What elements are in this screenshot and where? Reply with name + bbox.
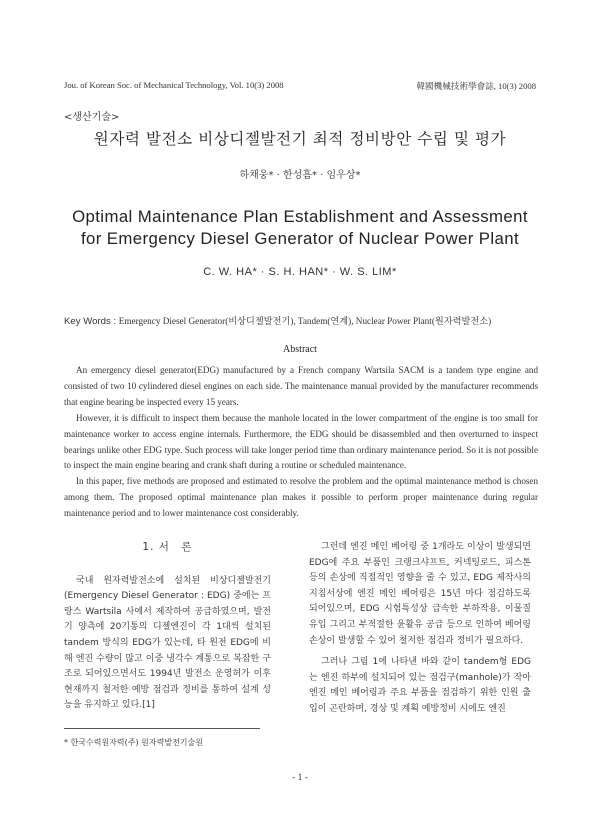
abstract-paragraph: In this paper, five methods are proposed and estimated to resolve the problem and the optimal maintenance method is chosen among them. The proposed optimal maintenance plan makes it possible to perform proper maintenance during regular maintenance period and to lower maintenance cost considerably. — [64, 476, 538, 519]
authors-english: C. W. HA* · S. H. HAN* · W. S. LIM* — [203, 266, 397, 278]
title-korean: 원자력 발전소 비상디젤발전기 최적 정비방안 수립 및 평가 — [93, 130, 507, 148]
body-paragraph: 국내 원자력발전소에 설치된 비상디젤발전기(Emergency Diesel Generator : EDG) 중에는 프랑스 Wartsila 사에서 제작하여 공급하였으며, 발전기 양측에 20기통의 디젤엔진이 각 1대씩 설치된 tandem 방식의 EDG가 있는데, 타 원전 EDG에 비해 엔진 수량이 많고 이중 냉각수 계통으로 복잡한 구조로 되어있으면서도 1994년 발전소 운영허가 이후 현재까지 철저한 예방 점검과 정비를 통하여 설계 성능을 유지하고 있다.[1] — [64, 575, 271, 711]
body-paragraph: 그런데 엔진 메인 베어링 중 1개라도 이상이 발생되면 EDG에 주요 부품인 크랭크샤프트, 커넥팅로드, 피스톤 등의 손상에 직접적인 영향을 줄 수 있고, EDG 제작사의 지침서상에 엔진 메인 베어링은 15년 마다 점검하도록 되어있으며, EDG 시험특성상 급속한 부하작용, 이물질 유입 그리고 부적절한 윤활유 공급 등으로 인하여 베어링 손상이 발생할 수 있어 철저한 점검과 정비가 필요하다. — [309, 542, 531, 646]
page-number: - 1 - — [292, 773, 308, 783]
journal-name-ko: 韓國機械技術學會誌, 10(3) 2008 — [416, 81, 536, 91]
footnote-divider — [64, 728, 260, 729]
journal-name-en: Jou. of Korean Soc. of Mechanical Technology, Vol. 10(3) 2008 — [64, 80, 284, 90]
title-english — [0, 206, 600, 250]
keywords — [64, 313, 540, 327]
section-title-introduction: 1. 서 론 — [142, 541, 193, 553]
left-column — [64, 540, 271, 722]
abstract-heading: Abstract — [283, 344, 317, 355]
abstract-paragraph: An emergency diesel generator(EDG) manufactured by a French company Wartsila SACM is a tandem type engine and consisted of two 10 cylindered diesel engines on each side. The maintenance manual provided by the manufacturer recommends that engine bearing be inspected every 15 years. — [64, 365, 538, 407]
running-header — [64, 80, 536, 94]
body-paragraph: 그러나 그림 1에 나타낸 바와 같이 tandem형 EDG는 엔진 하부에 설치되어 있는 점검구(manhole)가 작아 엔진 메인 베어링과 주요 부품을 점검하기 위한 인원 출입이 곤란하며, 경상 및 계획 예방정비 시에도 엔진 — [309, 657, 531, 714]
abstract-body — [64, 363, 538, 522]
title-english-line-2: for Emergency Diesel Generator of Nuclear Power Plant — [80, 229, 520, 248]
keywords-text: Emergency Diesel Generator(비상디젤발전기), Tandem(연계), Nuclear Power Plant(원자력발전소) — [118, 316, 492, 326]
right-column — [309, 540, 531, 724]
abstract-paragraph: However, it is difficult to inspect them because the manhole located in the lower compartment of the engine is too small for maintenance worker to access engine internals. Furthermore, the EDG should be disassembled and then overturned to inspect bearings unlike other EDG type. Such process will take longer period time than ordinary maintenance period. So it is not possible to inspect the main engine bearing and crank shaft during a routine or scheduled maintenance. — [64, 412, 538, 471]
authors-korean: 하채웅* · 한성흠* · 임우상* — [239, 170, 361, 181]
keywords-label: Key Words : — [64, 316, 119, 327]
title-english-line-1: Optimal Maintenance Plan Establishment and Assessment — [72, 207, 528, 226]
footnote-affiliation: * 한국수력원자력(주) 원자력발전기술원 — [64, 738, 203, 747]
article-category: <생산기술> — [64, 112, 120, 123]
